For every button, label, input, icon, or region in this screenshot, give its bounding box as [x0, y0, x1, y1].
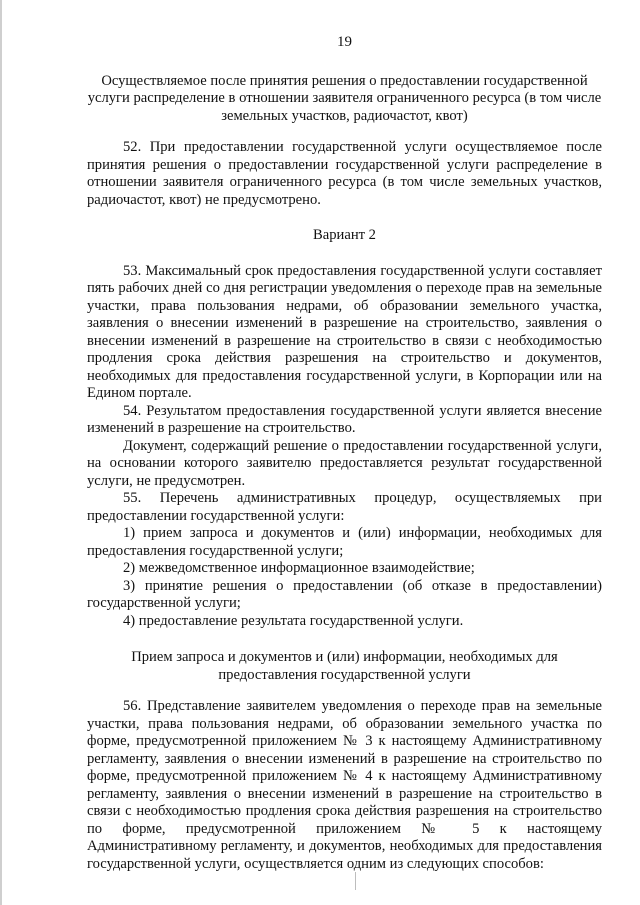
scan-mark — [355, 872, 356, 890]
list-item-4: 4) предоставление результата государственной услуги. — [123, 612, 464, 629]
list-item-3: 3) принятие решения о предоставлении (об отказе в предоставлении) государственной услуги; — [87, 577, 602, 611]
list-item-1: 1) прием запроса и документов и (или) информации, необходимых для предоставления государственной услуги; — [87, 525, 602, 559]
page-number: 19 — [337, 34, 352, 50]
section-heading-request: Прием запроса и документов и (или) информации, необходимых для предоставления государственной услуги — [131, 649, 558, 683]
paragraph-54: 54. Результатом предоставления государственной услуги является внесение изменений в разрешение на строительство. — [87, 402, 602, 436]
list-item-2: 2) межведомственное информационное взаимодействие; — [123, 560, 475, 576]
paragraph-56: 56. Представление заявителем уведомления о переходе прав на земельные участки, права пользования недрами, об образовании земельного участка по форме, предусмотренной приложением № 3 к настоящему Административному регламенту, заявления о внесении изменений в разрешение на строительство по форме, предусмотренной приложением № 4 к настоящему Административному регламенту, заявления о внесении изменений в разрешение на строительство в связи с необходимостью продления срока действия разрешения на строительство по форме, предусмотренной приложением № 5 к настоящему Административному регламенту, и документов, необходимых для предоставления государственной услуги, осуществляется одним из следующих способов: — [87, 698, 602, 872]
paragraph-document-result: Документ, содержащий решение о предоставлении государственной услуги, на основании которого заявителю предоставляется результат государственной услуги, не предусмотрен. — [87, 437, 602, 489]
variant-heading: Вариант 2 — [313, 227, 376, 243]
paragraph-55: 55. Перечень административных процедур, осуществляемых при предоставлении государственной услуги: — [87, 490, 602, 524]
paragraph-52: 52. При предоставлении государственной услуги осуществляемое после принятия решения о предоставлении государственной услуги распределение в отношении заявителя ограниченного ресурса (в том числе земельных участков, радиочастот, квот) не предусмотрено. — [87, 139, 602, 208]
section-heading-distribution: Осуществляемое после принятия решения о предоставлении государственной услуги распределение в отношении заявителя ограниченного ресурса (в том числе земельных участков, радиочастот, квот) — [87, 72, 602, 124]
paragraph-53: 53. Максимальный срок предоставления государственной услуги составляет пять рабочих дней со дня регистрации уведомления о переходе прав на земельные участки, права пользования недрами, об образовании земельного участка, заявления о внесении изменений в разрешение на строительство, заявления о внесении изменений в разрешение на строительство в связи с необходимостью продления срока действия разрешения на строительство и документов, необходимых для предоставления государственной услуги, в Корпорации или на Едином портале. — [87, 262, 602, 401]
